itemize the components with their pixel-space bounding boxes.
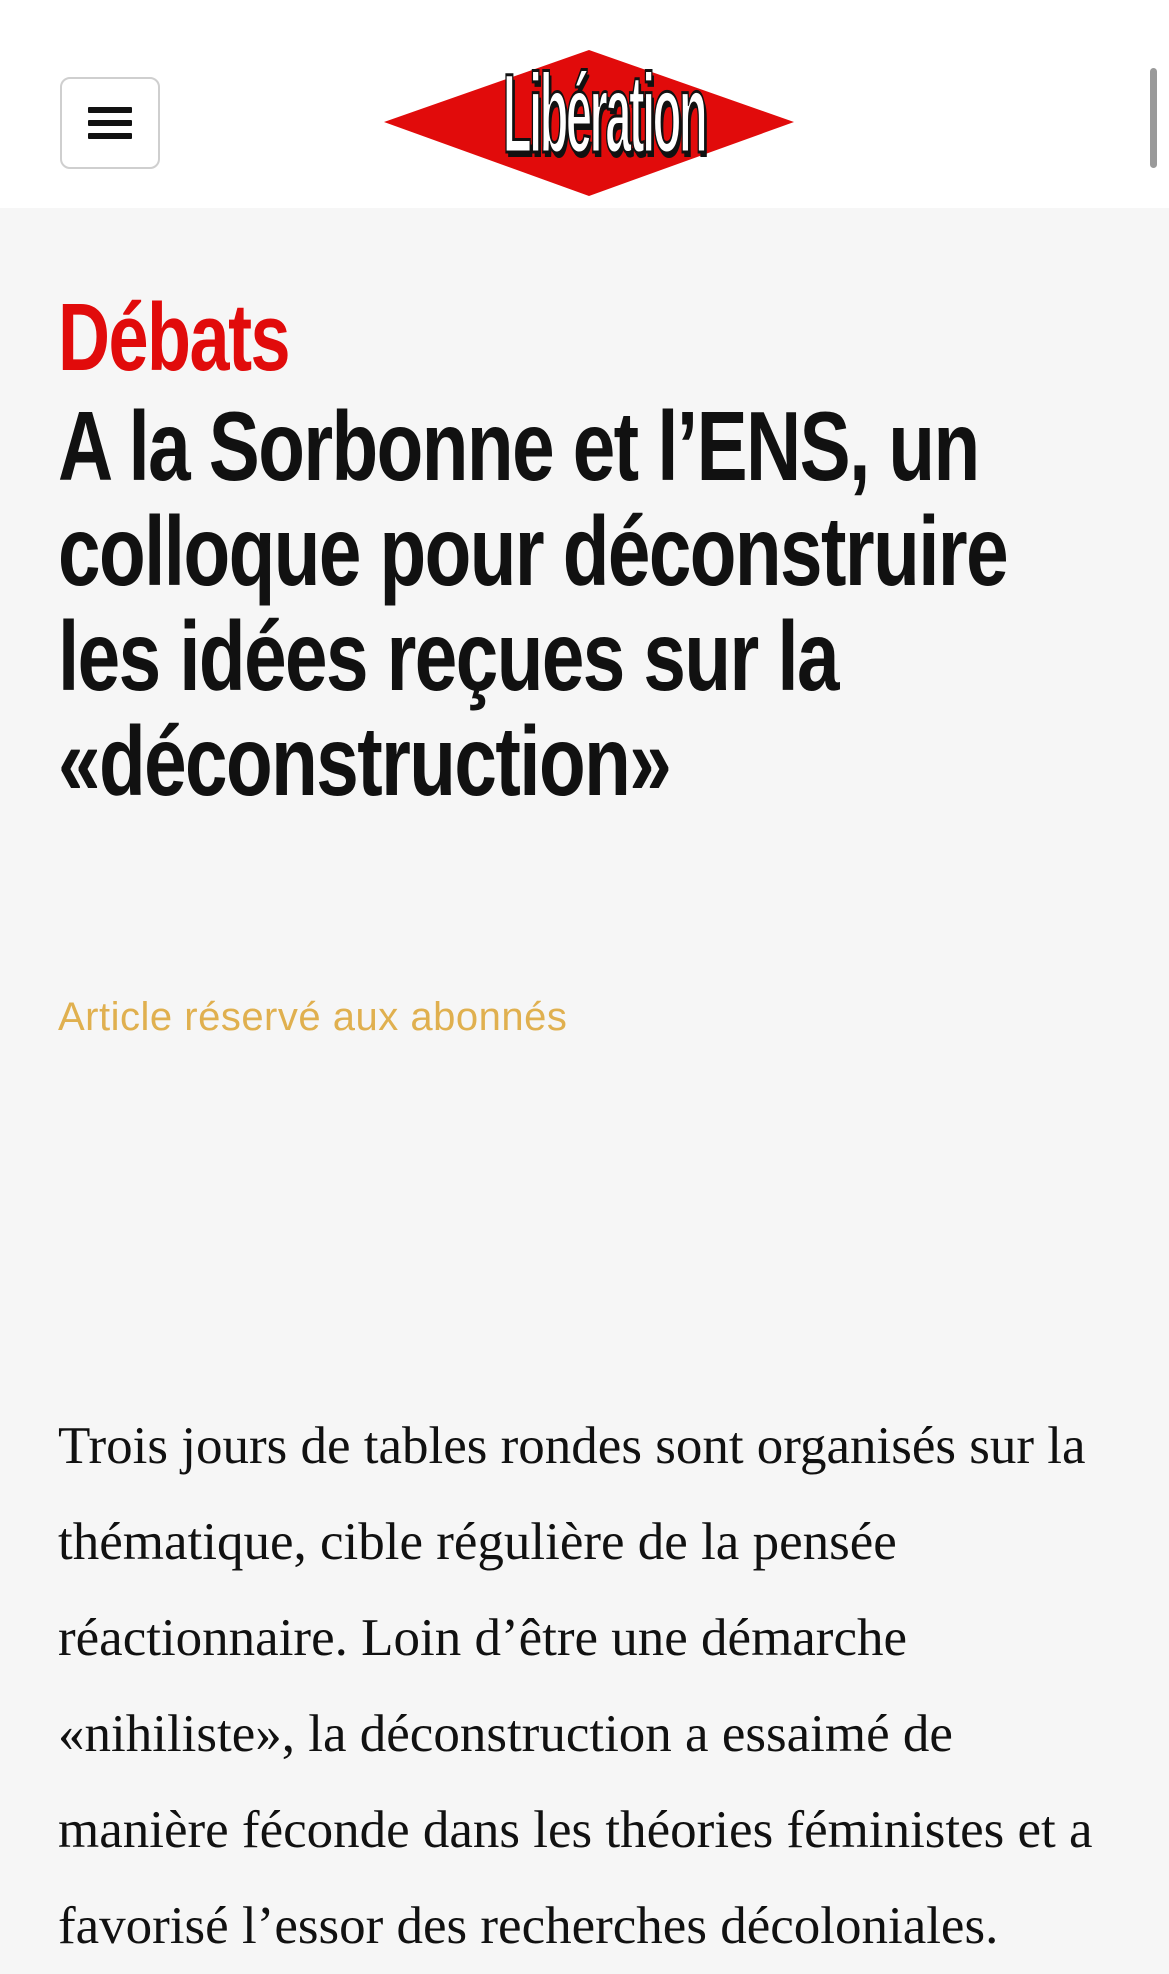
logo-wordmark: Libération bbox=[502, 51, 706, 176]
liberation-logo[interactable] bbox=[384, 44, 794, 204]
subscriber-only-label: Article réservé aux abonnés bbox=[58, 995, 568, 1039]
menu-button[interactable] bbox=[60, 77, 160, 169]
top-bar bbox=[0, 0, 1169, 208]
article-lede: Trois jours de tables rondes sont organisés sur la thématique, cible régulière de la pensée réactionnaire. Loin d’être une démarche «nihiliste», la déconstruction a essaimé de manière féconde dans les théories féministes et a favorisé l’essor des recherches décoloniales. bbox=[58, 1417, 1093, 1955]
scrollbar[interactable] bbox=[1150, 68, 1157, 168]
article-headline: A la Sorbonne et l’ENS, un colloque pour déconstruire les idées reçues sur la «déconstruction» bbox=[58, 391, 1008, 816]
section-label[interactable]: Débats bbox=[58, 284, 290, 391]
hamburger-menu-icon bbox=[88, 105, 132, 141]
article bbox=[58, 284, 1118, 1955]
